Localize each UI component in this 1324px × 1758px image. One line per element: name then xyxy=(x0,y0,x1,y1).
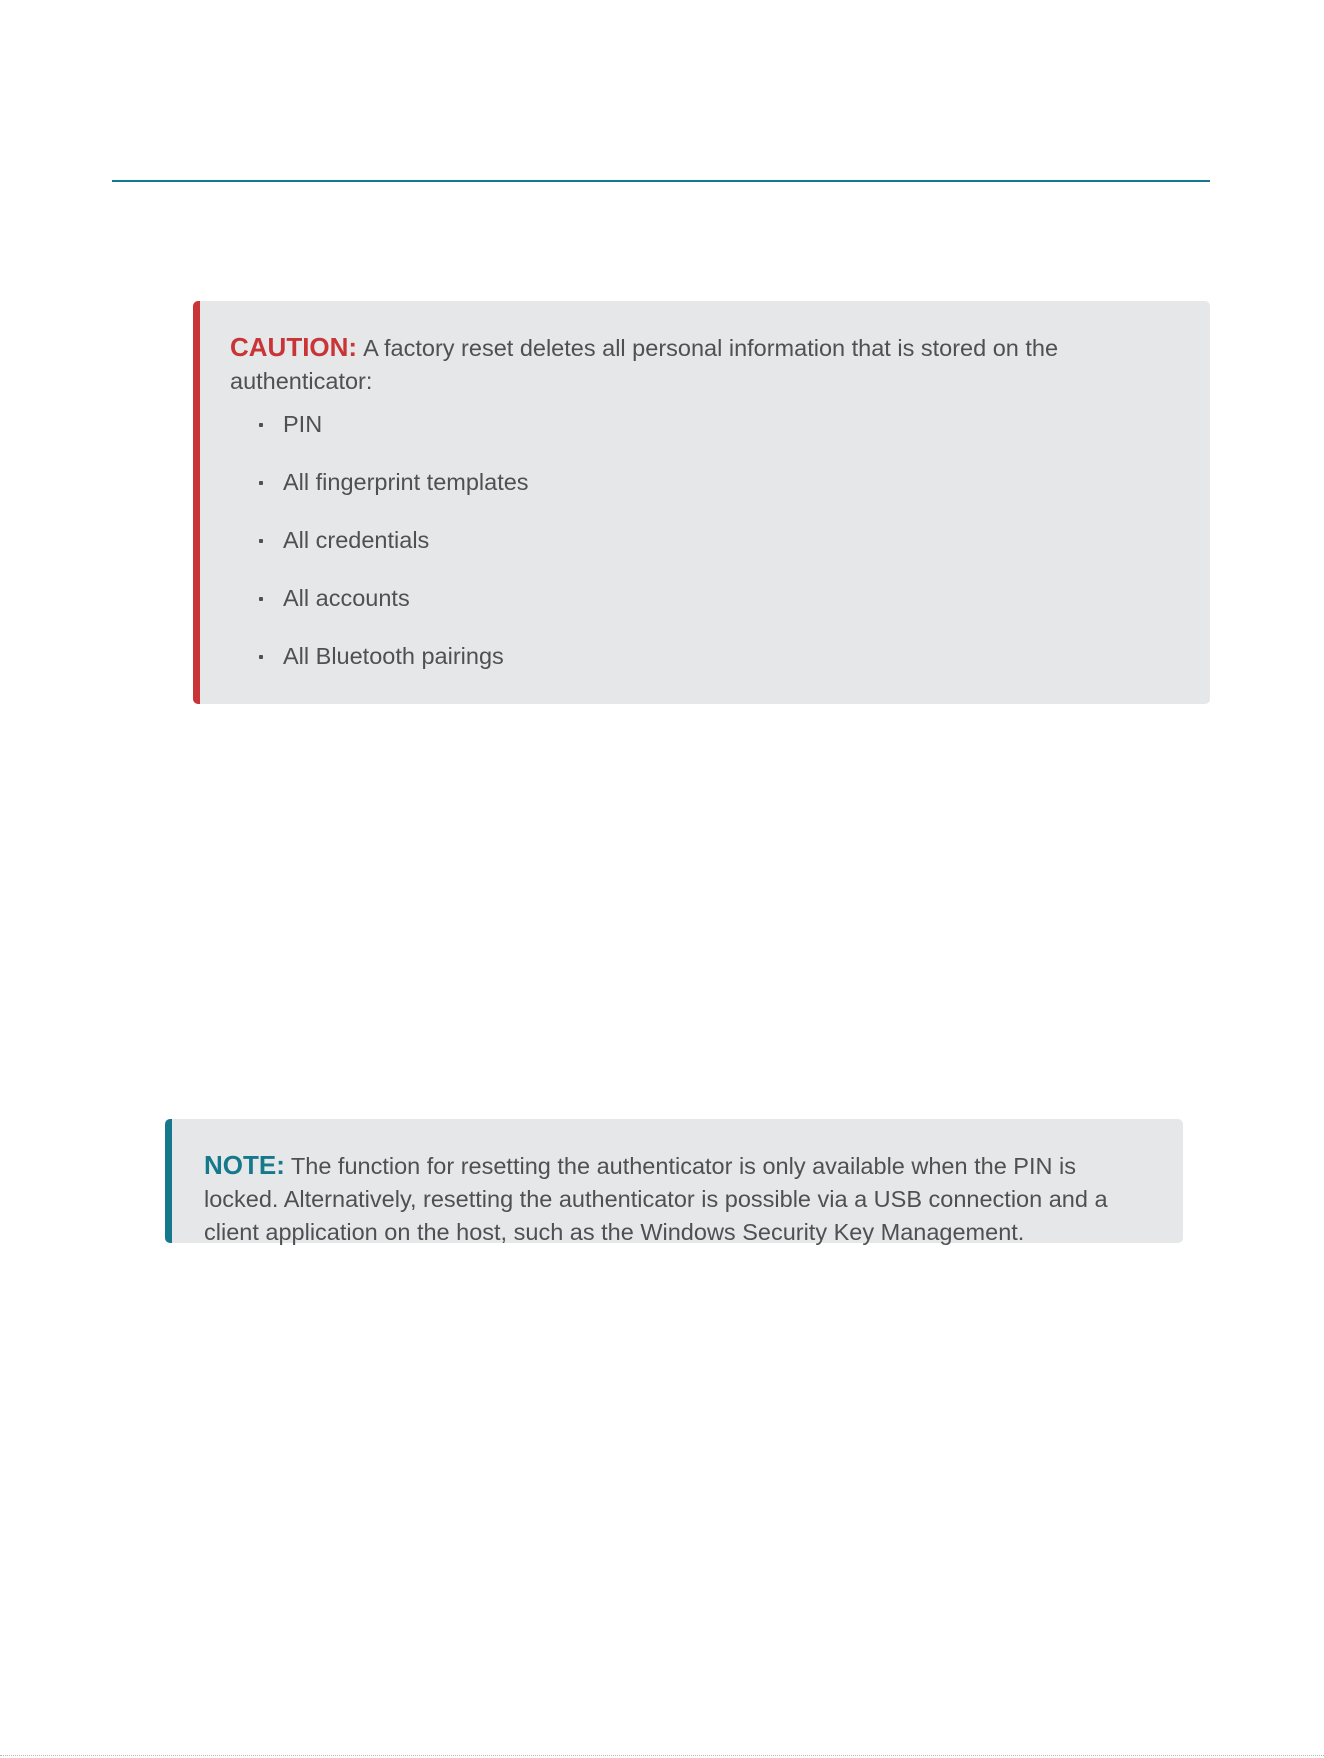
list-item xyxy=(230,408,1170,441)
section-divider xyxy=(112,180,1210,182)
bullet-icon xyxy=(259,597,263,601)
bullet-icon xyxy=(259,655,263,659)
list-item-label: All fingerprint templates xyxy=(283,469,529,495)
list-item xyxy=(230,582,1170,615)
list-item-label: PIN xyxy=(283,411,323,437)
bullet-icon xyxy=(259,423,263,427)
caution-callout xyxy=(193,301,1210,704)
note-text: The function for resetting the authenticator is only available when the PIN is locked. Alternatively, resetting the authenticator is possible via a USB connection and a client application on the host, such as the Windows Security Key Management. xyxy=(204,1153,1108,1245)
list-item-label: All credentials xyxy=(283,527,430,553)
note-label: NOTE: xyxy=(204,1150,285,1180)
caution-text: A factory reset deletes all personal information that is stored on the authenticator: xyxy=(230,335,1059,394)
list-item-label: All Bluetooth pairings xyxy=(283,643,504,669)
note-paragraph xyxy=(204,1149,1153,1249)
deleted-items-list xyxy=(230,408,1170,673)
list-item xyxy=(230,524,1170,557)
note-callout xyxy=(165,1119,1183,1243)
page-bottom-border xyxy=(0,1755,1324,1757)
list-item xyxy=(230,466,1170,499)
bullet-icon xyxy=(259,481,263,485)
bullet-icon xyxy=(259,539,263,543)
caution-label: CAUTION: xyxy=(230,332,358,362)
caution-paragraph xyxy=(230,331,1170,398)
list-item-label: All accounts xyxy=(283,585,410,611)
list-item xyxy=(230,640,1170,673)
